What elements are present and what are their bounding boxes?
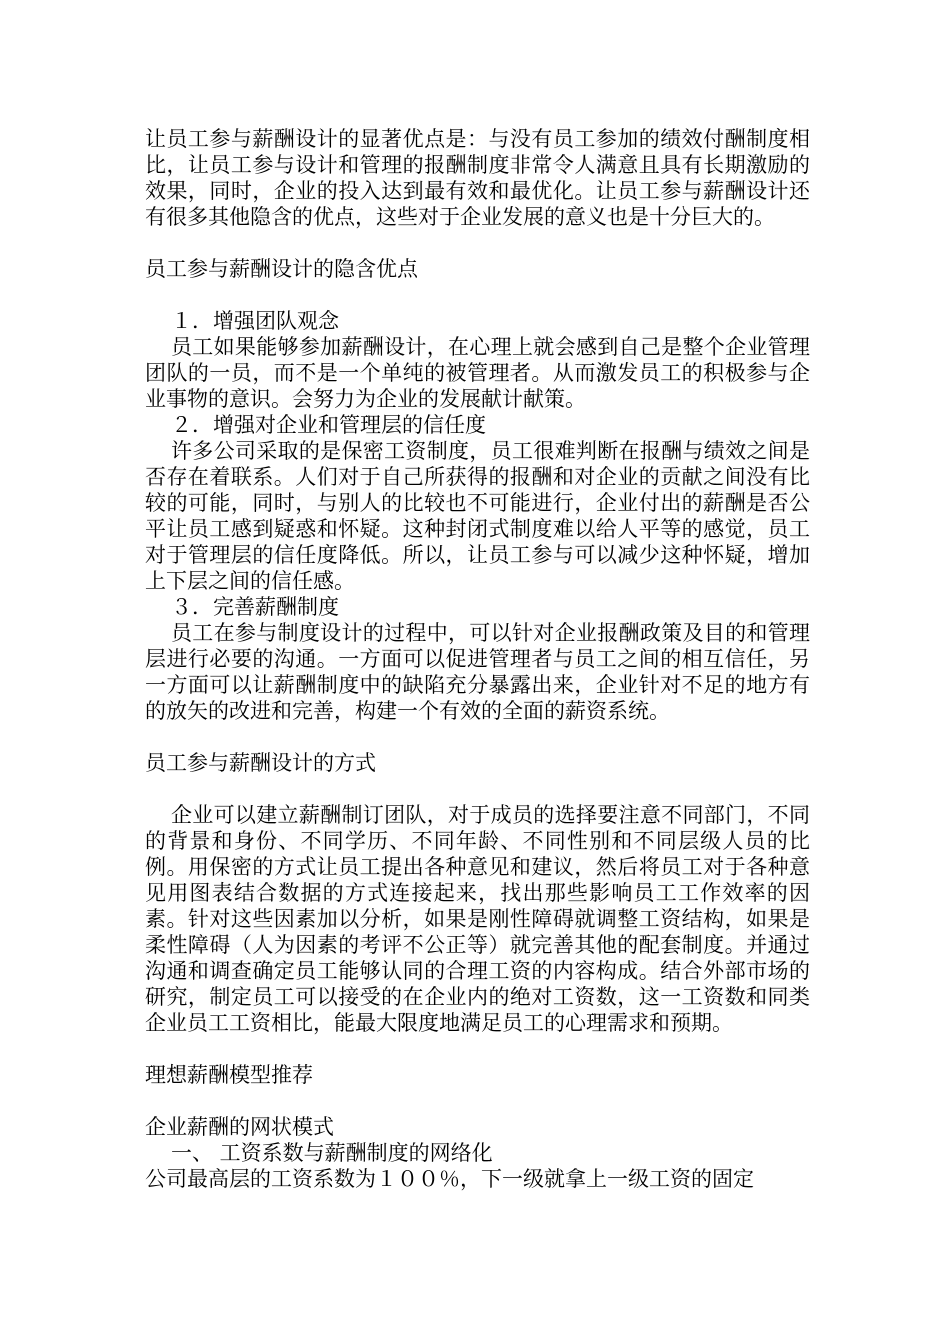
paragraph-spacer — [145, 1088, 810, 1114]
trust-paragraph: 许多公司采取的是保密工资制度，员工很难判断在报酬与绩效之间是否存在着联系。人们对于自己所获得的报酬和对企业的贡献之间没有比较的可能，同时，与别人的比较也不可能进行，企业付出的薪酬是否公平让员工感到疑惑和怀疑。这种封闭式制度难以给人平等的感觉，员工对于管理层的信任度降低。所以，让员工参与可以减少这种怀疑，增加上下层之间的信任感。 — [145, 439, 810, 593]
section-heading-hidden-advantages: 员工参与薪酬设计的隐含优点 — [145, 257, 418, 281]
subheading-team-concept: １．增强团队观念 — [171, 309, 339, 333]
intro-paragraph: 让员工参与薪酬设计的显著优点是：与没有员工参加的绩效付酬制度相比，让员工参与设计和管理的报酬制度非常令人满意且具有长期激励的效果，同时，企业的投入达到最有效和最优化。让员工参与薪酬设计还有很多其他隐含的优点，这些对于企业发展的意义也是十分巨大的。 — [145, 127, 810, 229]
subheading-trust: ２．增强对企业和管理层的信任度 — [171, 413, 486, 437]
paragraph-spacer — [145, 282, 810, 308]
document-body — [145, 126, 810, 1192]
participation-methods-paragraph: 企业可以建立薪酬制订团队，对于成员的选择要注意不同部门，不同的背景和身份、不同学历、不同年龄、不同性别和不同层级人员的比例。用保密的方式让员工提出各种意见和建议，然后将员工对于各种意见用图表结合数据的方式连接起来，找出那些影响员工工作效率的因素。针对这些因素加以分析，如果是刚性障碍就调整工资结构，如果是柔性障碍（人为因素的考评不公正等）就完善其他的配套制度。并通过沟通和调查确定员工能够认同的合理工资的内容构成。结合外部市场的研究，制定员工可以接受的在企业内的绝对工资数，这一工资数和同类企业员工工资相比，能最大限度地满足员工的心理需求和预期。 — [145, 803, 810, 1035]
paragraph-spacer — [145, 776, 810, 802]
subheading-wage-coefficient: 一、 工资系数与薪酬制度的网络化 — [171, 1141, 493, 1165]
paragraph-spacer — [145, 230, 810, 256]
wage-coefficient-paragraph: 公司最高层的工资系数为１００％，下一级就拿上一级工资的固定 — [145, 1167, 754, 1191]
section-heading-network-mode: 企业薪酬的网状模式 — [145, 1115, 334, 1139]
section-heading-participation-methods: 员工参与薪酬设计的方式 — [145, 751, 376, 775]
subheading-improve-system: ３．完善薪酬制度 — [171, 595, 339, 619]
team-concept-paragraph: 员工如果能够参加薪酬设计，在心理上就会感到自己是整个企业管理团队的一员，而不是一个单纯的被管理者。从而激发员工的积极参与企业事物的意识。会努力为企业的发展献计献策。 — [145, 335, 810, 411]
section-heading-ideal-model: 理想薪酬模型推荐 — [145, 1063, 313, 1087]
improve-system-paragraph: 员工在参与制度设计的过程中，可以针对企业报酬政策及目的和管理层进行必要的沟通。一方面可以促进管理者与员工之间的相互信任，另一方面可以让薪酬制度中的缺陷充分暴露出来，企业针对不足的地方有的放矢的改进和完善，构建一个有效的全面的薪资系统。 — [145, 621, 810, 723]
paragraph-spacer — [145, 724, 810, 750]
paragraph-spacer — [145, 1036, 810, 1062]
